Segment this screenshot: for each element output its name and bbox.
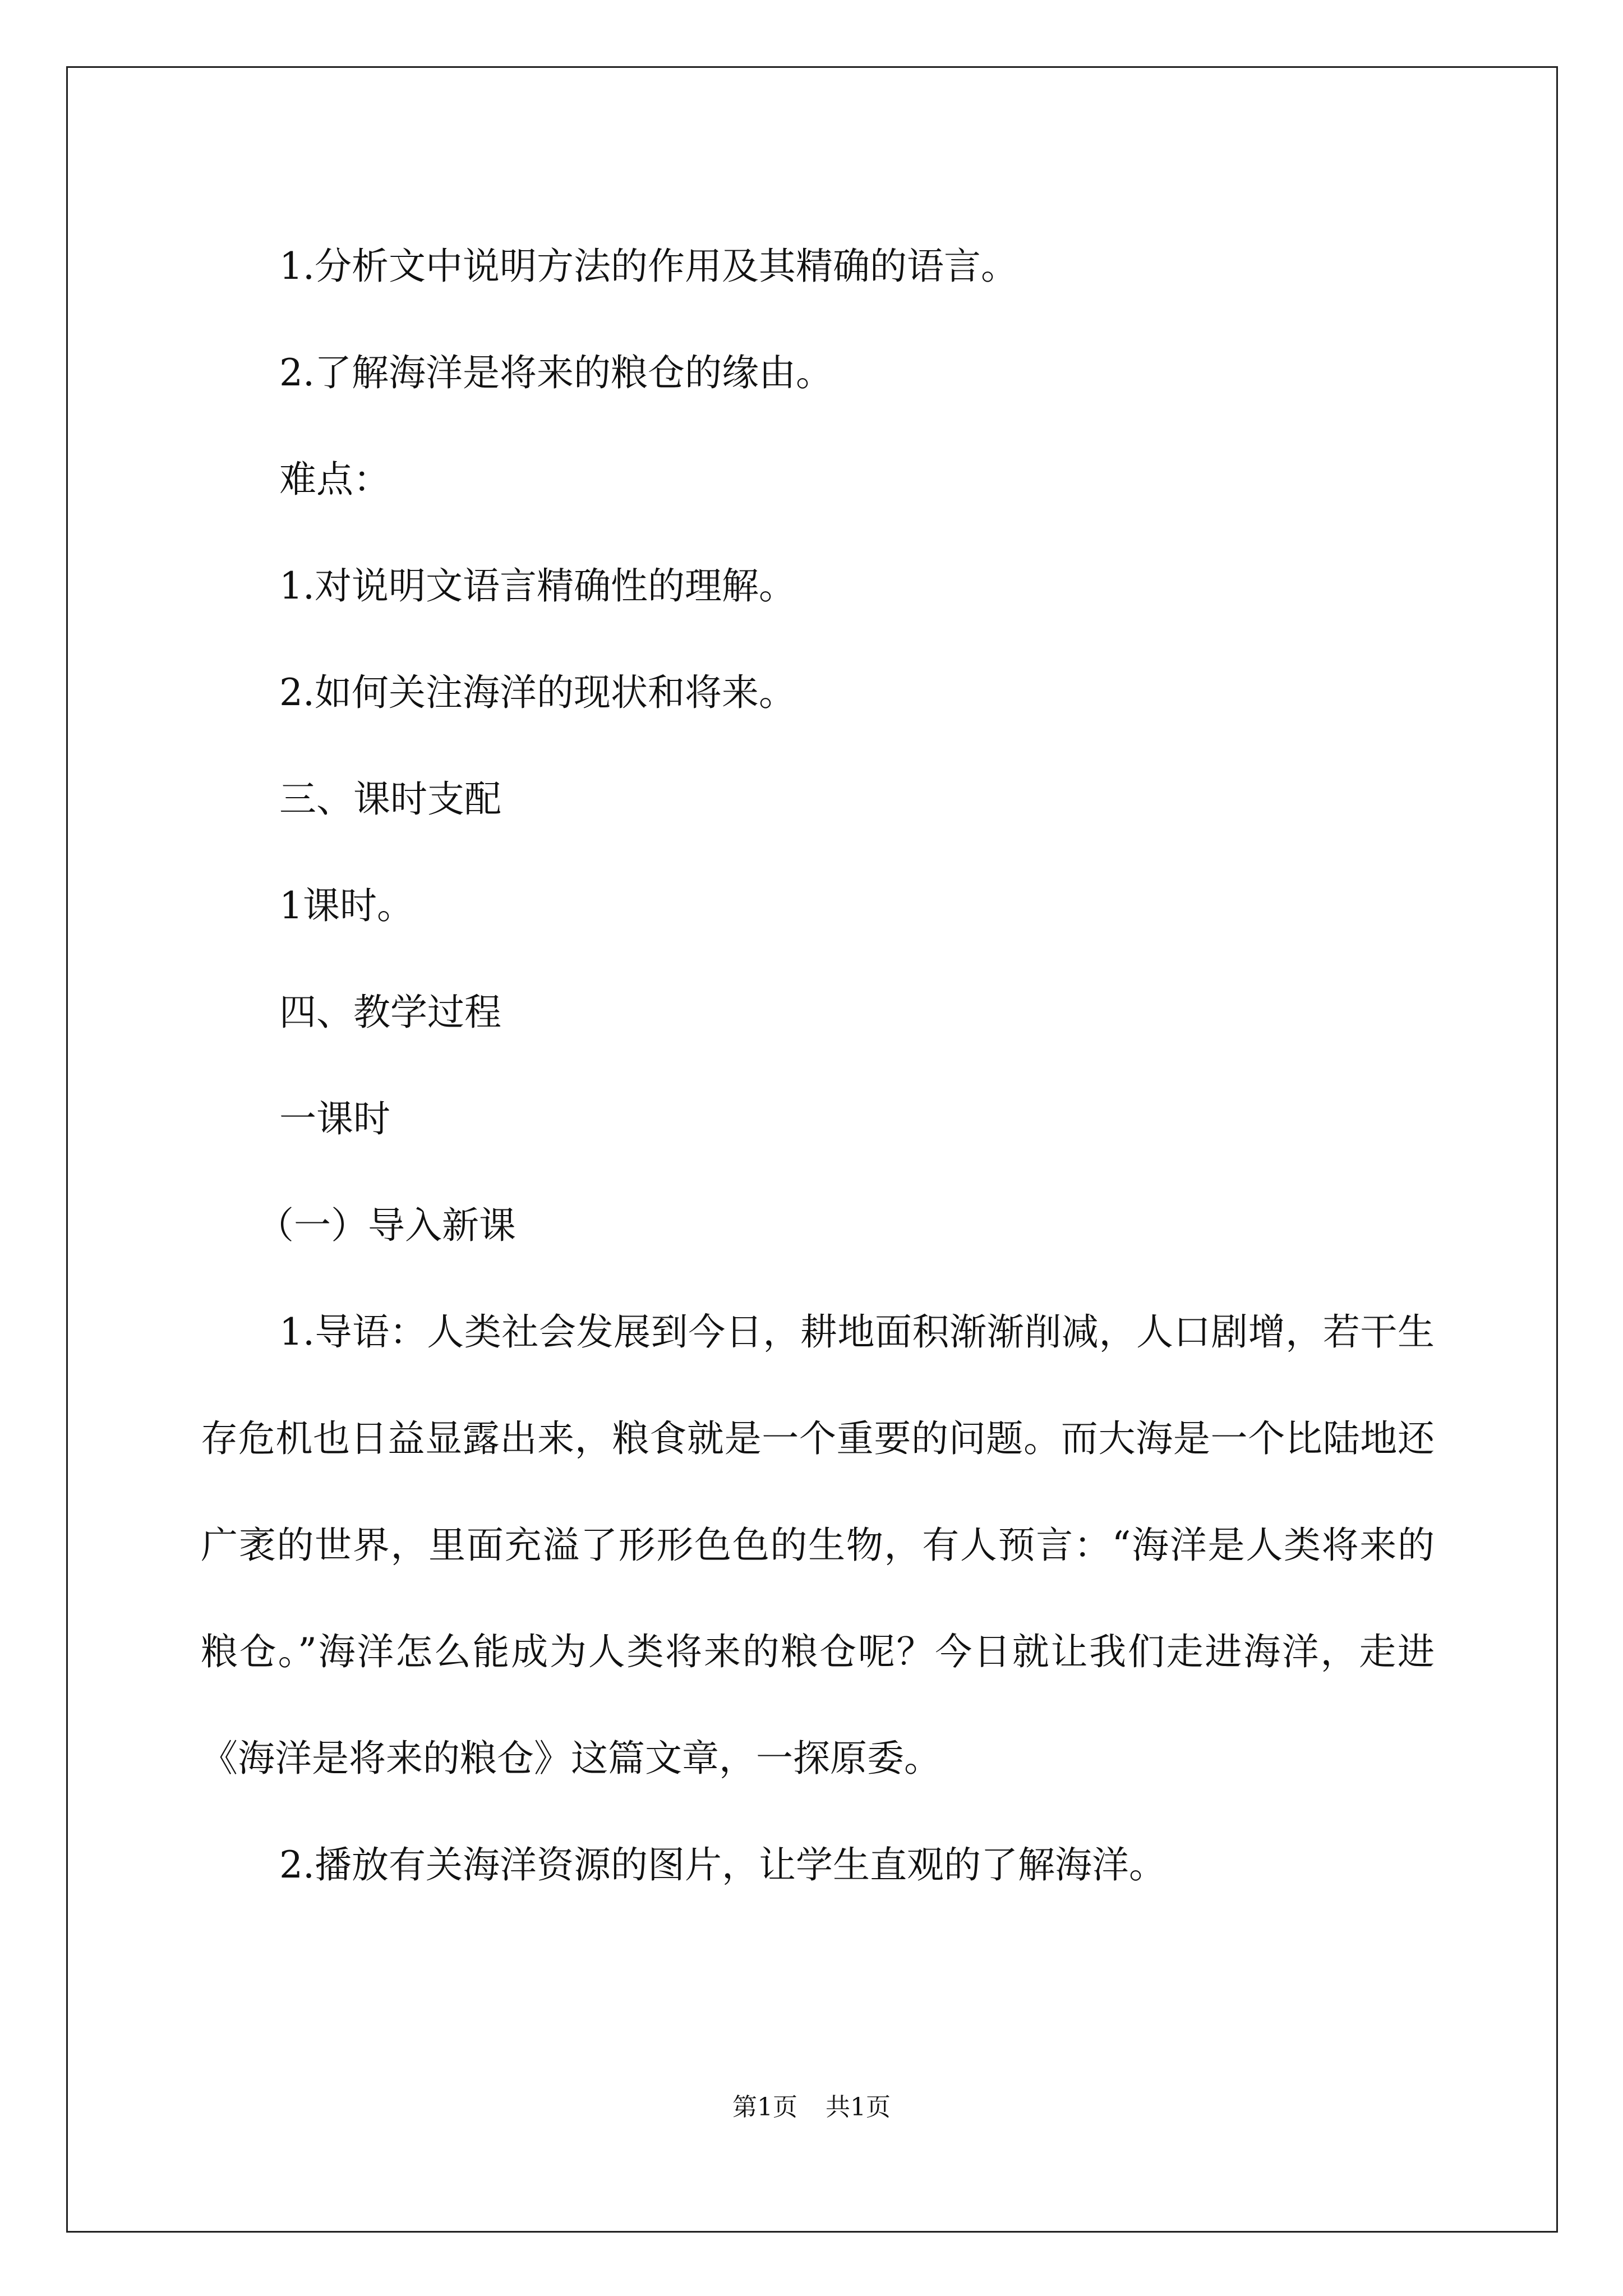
objective-line-2: 2.了解海洋是将来的粮仓的缘由。 — [279, 351, 833, 394]
page-total: 共1页 — [826, 2093, 891, 2122]
difficulty-line-2: 2.如何关注海洋的现状和将来。 — [279, 671, 796, 714]
section-heading-process: 四、教学过程 — [279, 991, 501, 1034]
difficulty-line-1: 1.对说明文语言精确性的理解。 — [279, 564, 796, 608]
difficulty-heading: 难点： — [279, 458, 390, 501]
activity-line: 2.播放有关海洋资源的图片，让学生直观的了解海洋。 — [279, 1843, 1166, 1887]
objective-line-1: 1.分析文中说明方法的作用及其精确的语言。 — [279, 245, 1018, 288]
section-heading-schedule: 三、课时支配 — [279, 777, 501, 821]
subsection-heading-intro: （一）导入新课 — [257, 1204, 516, 1247]
lesson-label: 一课时 — [279, 1097, 390, 1140]
schedule-text: 1课时。 — [279, 884, 414, 927]
page-footer — [0, 2087, 1623, 2123]
document-body — [201, 213, 1435, 1918]
page-number: 第1页 — [732, 2093, 797, 2122]
intro-paragraph: 1.导语：人类社会发展到今日，耕地面积渐渐削减，人口剧增，若干生存危机也日益显露出来，粮食就是一个重要的问题。而大海是一个比陆地还广袤的世界，里面充溢了形形色色的生物，有人预言：“海洋是人类将来的粮仓。”海洋怎么能成为人类将来的粮仓呢？今日就让我们走进海洋，走进《海洋是将来的粮仓》这篇文章，一探原委。 — [201, 1310, 1435, 1780]
